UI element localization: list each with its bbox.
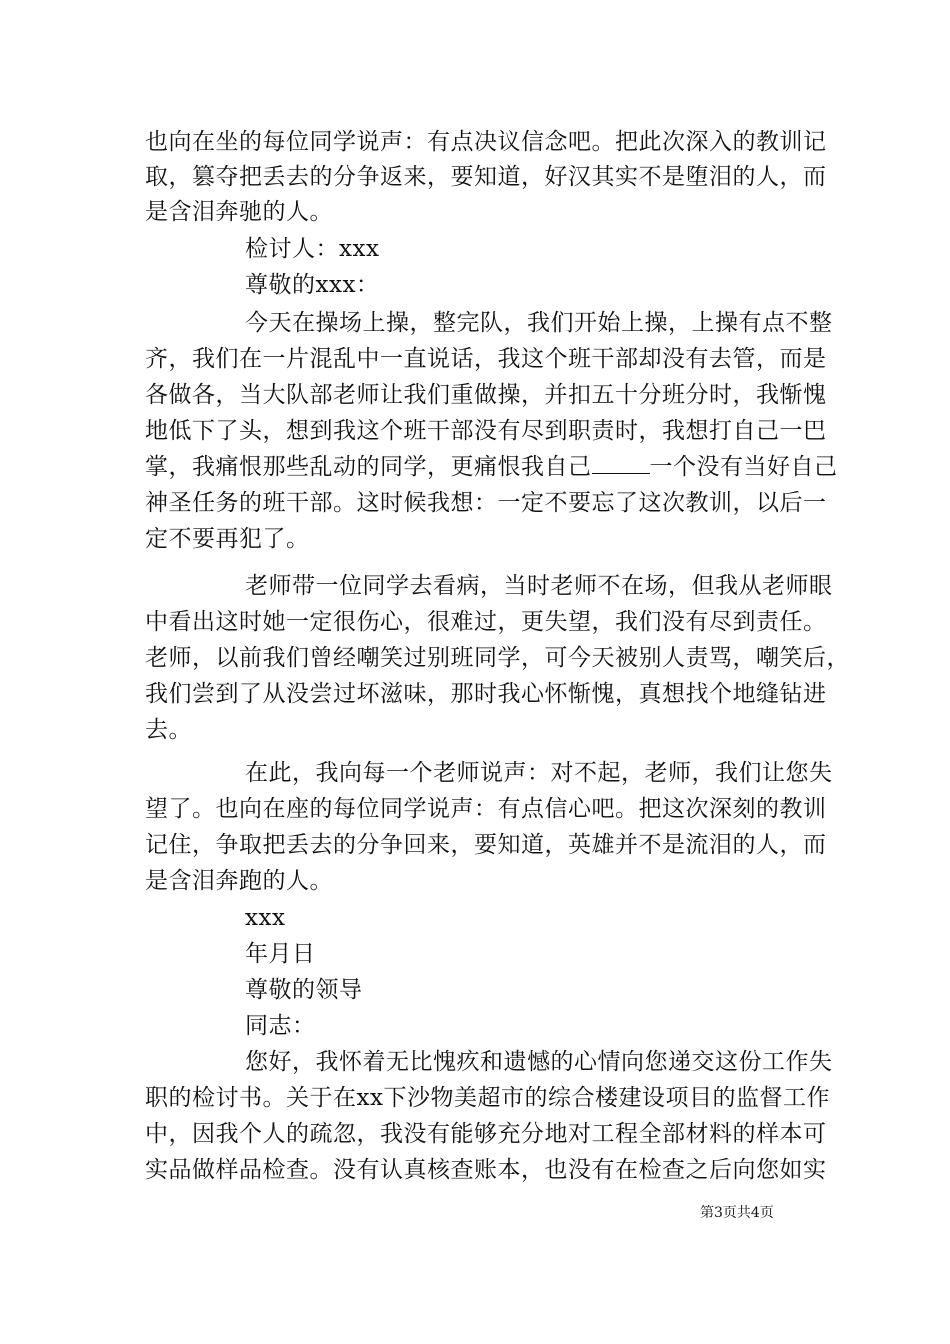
text-line: 神圣任务的班干部。这时候我想：一定不要忘了这次教训，以后一 [145, 490, 827, 516]
text-line: 您好，我怀着无比愧疚和遗憾的心情向您递交这份工作失 [245, 1049, 833, 1075]
signature-line: 检讨人：xxx [245, 236, 380, 262]
date-line: 年月日 [245, 941, 316, 967]
text-line: 也向在坐的每位同学说声：有点决议信念吧。把此次深入的教训记 [145, 129, 827, 155]
text-line: 中看出这时她一定很伤心，很难过，更失望，我们没有尽到责任。 [145, 609, 827, 635]
salutation: 尊敬的领导 [245, 977, 363, 1003]
fill-in-blank [592, 451, 650, 474]
text-line: 老师，以前我们曾经嘲笑过别班同学，可今天被别人责骂，嘲笑后， [145, 645, 850, 671]
text-line: 中，因我个人的疏忽，我没有能够充分地对工程全部材料的样本可 [145, 1121, 827, 1147]
signature-line: xxx [245, 905, 286, 931]
text-line: 地低下了头，想到我这个班干部没有尽到职责时，我想打自己一巴 [145, 418, 827, 444]
text-line: 老师带一位同学去看病，当时老师不在场，但我从老师眼 [245, 573, 833, 599]
text-line: 各做各，当大队部老师让我们重做操，并扣五十分班分时，我惭愧 [145, 382, 827, 408]
text-line: 取，篡夺把丢去的分争返来，要知道，好汉其实不是堕泪的人，而 [145, 164, 827, 190]
text-line: 职的检讨书。关于在xx下沙物美超市的综合楼建设项目的监督工作 [145, 1085, 830, 1111]
text-line: 去。 [145, 717, 192, 743]
text-line: 望了。也向在座的每位同学说声：有点信心吧。把这次深刻的教训 [145, 796, 827, 822]
text-line: 在此，我向每一个老师说声：对不起，老师，我们让您失 [245, 760, 833, 786]
text-line: 齐，我们在一片混乱中一直说话，我这个班干部却没有去管，而是 [145, 346, 827, 372]
page-number: 第3页共4页 [700, 1205, 774, 1221]
text-line: 今天在操场上操，整完队，我们开始上操，上操有点不整 [245, 310, 833, 336]
text-line: 实品做样品检查。没有认真核查账本，也没有在检查之后向您如实 [145, 1157, 827, 1183]
text-segment: 掌，我痛恨那些乱动的同学，更痛恨我自己 [145, 454, 592, 480]
text-line: 定不要再犯了。 [145, 526, 310, 552]
text-line: 是含泪奔跑的人。 [145, 868, 333, 894]
text-line: 记住，争取把丢去的分争回来，要知道，英雄并不是流泪的人，而 [145, 832, 827, 858]
salutation: 尊敬的xxx： [245, 272, 380, 298]
text-line: 我们尝到了从没尝过坏滋味，那时我心怀惭愧，真想找个地缝钻进 [145, 681, 827, 707]
text-line [145, 449, 838, 485]
text-line: 是含泪奔驰的人。 [145, 199, 333, 225]
text-segment: 一个没有当好自己 [649, 454, 838, 480]
salutation: 同志： [245, 1013, 316, 1039]
